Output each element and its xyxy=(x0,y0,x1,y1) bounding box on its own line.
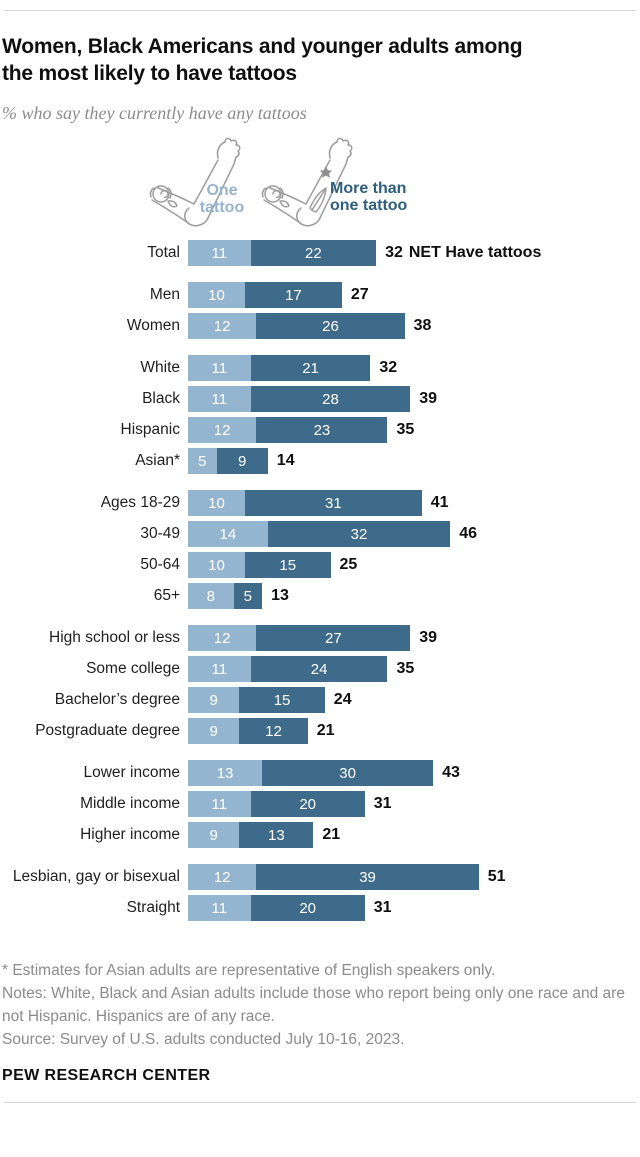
bar-row-lesbian-gay-or-bisexual xyxy=(0,864,640,890)
segment-more-than-one-tattoo: 12 xyxy=(239,718,307,744)
segment-one-tattoo: 12 xyxy=(188,864,256,890)
segment-one-tattoo: 5 xyxy=(188,448,217,474)
net-value: 38 xyxy=(413,317,432,334)
segment-one-tattoo: 13 xyxy=(188,760,262,786)
net-value: 13 xyxy=(271,587,289,604)
segment-more-than-one-tattoo: 21 xyxy=(251,355,371,381)
legend xyxy=(0,134,640,234)
notes-text: Notes: White, Black and Asian adults include those who report being only one race and are not Hispanic. Hispanics are of any race. xyxy=(2,985,625,1025)
segment-one-tattoo: 11 xyxy=(188,355,251,381)
segment-one-tattoo: 9 xyxy=(188,687,239,713)
legend-one-line1: One xyxy=(206,182,238,199)
segment-more-than-one-tattoo: 39 xyxy=(256,864,478,890)
category-label: 65+ xyxy=(153,587,180,604)
stacked-bar xyxy=(188,895,365,921)
bar-row-men xyxy=(0,282,640,308)
stacked-bar xyxy=(188,552,331,578)
stacked-bar xyxy=(188,718,308,744)
category-label: 30-49 xyxy=(140,525,180,542)
footer-notes xyxy=(2,959,630,1051)
net-value: 32 NET Have tattoos xyxy=(385,244,542,261)
category-label: Straight xyxy=(126,899,180,916)
net-value: 31 xyxy=(373,899,392,916)
category-label: Bachelor’s degree xyxy=(54,691,180,708)
legend-more-line2: one tattoo xyxy=(330,197,408,214)
segment-more-than-one-tattoo: 15 xyxy=(245,552,331,578)
bar-group xyxy=(0,240,640,266)
segment-one-tattoo: 9 xyxy=(188,718,239,744)
net-value: 43 xyxy=(442,764,460,781)
net-value: 39 xyxy=(419,390,438,407)
legend-more-line1: More than xyxy=(330,180,407,197)
category-label: Hispanic xyxy=(120,421,180,438)
net-value: 35 xyxy=(396,421,415,438)
stacked-bar xyxy=(188,355,370,381)
bar-row-straight xyxy=(0,895,640,921)
segment-one-tattoo: 12 xyxy=(188,417,256,443)
net-value: 41 xyxy=(430,494,449,511)
bar-row-black xyxy=(0,386,640,412)
bar-row-some-college xyxy=(0,656,640,682)
stacked-bar xyxy=(188,521,450,547)
bar-group xyxy=(0,760,640,848)
segment-more-than-one-tattoo: 22 xyxy=(251,240,376,266)
page-title-line2: the most likely to have tattoos xyxy=(2,62,297,85)
legend-one-tattoo-label xyxy=(176,182,268,216)
chart-subtitle: % who say they currently have any tattoos xyxy=(2,103,307,123)
net-value: 32 xyxy=(379,359,398,376)
category-label: Women xyxy=(126,317,180,334)
segment-more-than-one-tattoo: 20 xyxy=(251,895,365,921)
segment-one-tattoo: 11 xyxy=(188,386,251,412)
bar-row-hispanic xyxy=(0,417,640,443)
stacked-bar xyxy=(188,313,405,339)
stacked-bar xyxy=(188,282,342,308)
stacked-bar xyxy=(188,417,387,443)
segment-one-tattoo: 11 xyxy=(188,656,251,682)
category-label: Men xyxy=(149,286,180,303)
segment-more-than-one-tattoo: 24 xyxy=(251,656,388,682)
stacked-bar xyxy=(188,822,313,848)
top-divider xyxy=(4,10,636,11)
net-value: 51 xyxy=(487,868,506,885)
category-label: Lower income xyxy=(83,764,180,781)
stacked-bar xyxy=(188,760,433,786)
segment-more-than-one-tattoo: 26 xyxy=(256,313,404,339)
bar-row-asian xyxy=(0,448,640,474)
segment-more-than-one-tattoo: 28 xyxy=(251,386,411,412)
net-value: 35 xyxy=(396,660,415,677)
segment-one-tattoo: 12 xyxy=(188,625,256,651)
bar-group xyxy=(0,625,640,744)
segment-more-than-one-tattoo: 20 xyxy=(251,791,365,817)
segment-more-than-one-tattoo: 32 xyxy=(268,521,450,547)
bar-row-white xyxy=(0,355,640,381)
category-label: High school or less xyxy=(49,629,180,646)
category-label: Black xyxy=(142,390,180,407)
category-label: Asian* xyxy=(135,452,180,469)
category-label: 50-64 xyxy=(140,556,180,573)
category-label: Postgraduate degree xyxy=(35,722,180,739)
asterisk-note: * Estimates for Asian adults are representative of English speakers only. xyxy=(2,962,496,979)
segment-one-tattoo: 11 xyxy=(188,791,251,817)
segment-one-tattoo: 14 xyxy=(188,521,268,547)
segment-more-than-one-tattoo: 17 xyxy=(245,282,342,308)
category-label: Total xyxy=(147,244,180,261)
chart xyxy=(0,240,640,921)
net-value: 21 xyxy=(316,722,335,739)
category-label: Middle income xyxy=(80,795,180,812)
page-title-line1: Women, Black Americans and younger adults among xyxy=(2,35,523,58)
category-label: Lesbian, gay or bisexual xyxy=(12,868,180,885)
bar-row-postgraduate-degree xyxy=(0,718,640,744)
stacked-bar xyxy=(188,687,325,713)
net-value: 31 xyxy=(373,795,392,812)
bar-row-65 xyxy=(0,583,640,609)
segment-one-tattoo: 10 xyxy=(188,552,245,578)
stacked-bar xyxy=(188,625,410,651)
legend-one-line2: tattoo xyxy=(199,199,245,216)
net-value: 24 xyxy=(333,691,352,708)
stacked-bar xyxy=(188,656,387,682)
stacked-bar xyxy=(188,240,376,266)
segment-one-tattoo: 11 xyxy=(188,895,251,921)
segment-one-tattoo: 12 xyxy=(188,313,256,339)
category-label: Higher income xyxy=(80,826,180,843)
segment-more-than-one-tattoo: 27 xyxy=(256,625,410,651)
bar-group xyxy=(0,282,640,339)
net-value: 27 xyxy=(350,286,369,303)
bar-row-30-49 xyxy=(0,521,640,547)
net-value: 25 xyxy=(339,556,358,573)
segment-one-tattoo: 10 xyxy=(188,490,245,516)
stacked-bar xyxy=(188,583,262,609)
bar-row-50-64 xyxy=(0,552,640,578)
net-value: 39 xyxy=(419,629,438,646)
bar-group xyxy=(0,490,640,609)
segment-one-tattoo: 8 xyxy=(188,583,234,609)
segment-more-than-one-tattoo: 9 xyxy=(217,448,268,474)
net-value: 46 xyxy=(459,525,477,542)
bar-row-total xyxy=(0,240,640,266)
category-label: White xyxy=(140,359,180,376)
category-label: Some college xyxy=(86,660,180,677)
segment-one-tattoo: 10 xyxy=(188,282,245,308)
segment-one-tattoo: 9 xyxy=(188,822,239,848)
segment-more-than-one-tattoo: 30 xyxy=(262,760,433,786)
net-suffix-label: NET Have tattoos xyxy=(408,244,542,261)
source-text: Source: Survey of U.S. adults conducted July 10-16, 2023. xyxy=(2,1031,405,1048)
segment-more-than-one-tattoo: 31 xyxy=(245,490,422,516)
bar-row-bachelor-s-degree xyxy=(0,687,640,713)
stacked-bar xyxy=(188,448,268,474)
bar-group xyxy=(0,355,640,474)
legend-more-than-one-label xyxy=(330,180,460,214)
bottom-divider xyxy=(4,1102,636,1103)
bar-row-middle-income xyxy=(0,791,640,817)
page-title xyxy=(2,33,630,87)
stacked-bar xyxy=(188,386,410,412)
segment-more-than-one-tattoo: 23 xyxy=(256,417,387,443)
net-value: 21 xyxy=(322,826,341,843)
bar-row-women xyxy=(0,313,640,339)
bar-row-high-school-or-less xyxy=(0,625,640,651)
segment-more-than-one-tattoo: 15 xyxy=(239,687,325,713)
segment-one-tattoo: 11 xyxy=(188,240,251,266)
bar-group xyxy=(0,864,640,921)
segment-more-than-one-tattoo: 5 xyxy=(234,583,263,609)
bar-row-higher-income xyxy=(0,822,640,848)
bar-row-ages-18-29 xyxy=(0,490,640,516)
brand-label: PEW RESEARCH CENTER xyxy=(2,1067,211,1084)
net-value: 14 xyxy=(276,452,295,469)
category-label: Ages 18-29 xyxy=(100,494,180,511)
bar-row-lower-income xyxy=(0,760,640,786)
segment-more-than-one-tattoo: 13 xyxy=(239,822,313,848)
stacked-bar xyxy=(188,791,365,817)
stacked-bar xyxy=(188,864,479,890)
stacked-bar xyxy=(188,490,422,516)
